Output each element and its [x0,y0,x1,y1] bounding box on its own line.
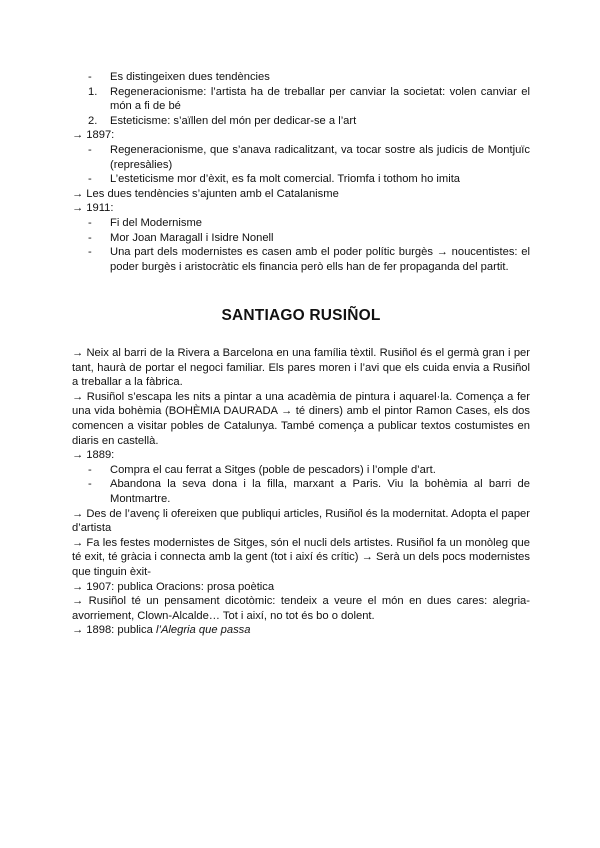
list-item [72,231,530,246]
list-item [72,245,530,274]
paragraph-1898-prefix: → 1898: publica [72,624,156,637]
paragraph-1898 [72,623,530,638]
year-1889-heading: → 1889: [72,449,115,462]
list-item [72,477,530,506]
bullet-dash: - [88,463,92,476]
list-number: 1. [88,85,98,98]
book-title: l’Alegria que passa [155,624,251,637]
tendency-regeneracionisme: Regeneracionisme: l’artista ha de treballar per canviar la societat: volen canviar el món a fi de bé [110,85,530,113]
bullet-dash: - [88,173,92,186]
section-title: SANTIAGO RUSIÑOL [221,307,381,324]
bullet-dash: - [88,478,92,491]
item-1897-esteticisme: L’esteticisme mor d’èxit, es fa molt comercial. Triomfa i tothom ho imita [110,173,461,186]
rusinol-section [72,346,530,638]
list-item [72,114,530,129]
item-1911-noucentistes: Una part dels modernistes es casen amb el poder polític burgès → noucentistes: el poder burgès i aristocràtic els financia però ells han de fer propaganda del partit. [110,246,530,273]
paragraph-1907: → 1907: publica Oracions: prosa poètica [72,580,275,593]
list-item [72,143,530,172]
bullet-dash: - [88,216,92,229]
paragraph-dicotomic: → Rusiñol té un pensament dicotòmic: tendeix a veure el món en dues cares: alegria-avorriement, Clown-Alcalde… Tot i així, no tot és bo o dolent. [72,595,530,622]
title-wrapper [72,306,530,326]
bullet-dash: - [88,143,92,156]
list-item [72,70,530,85]
item-1897-regeneracionisme: Regeneracionisme, que s’anava radicalitzant, va tocar sostre als judicis de Montjuïc (represàlies) [110,143,530,171]
paragraph-avenc: → Des de l’avenç li ofereixen que publiqui articles, Rusiñol és la modernitat. Adopta el paper d’artista [72,507,530,535]
paragraph-festes: → Fa les festes modernistes de Sitges, són el nucli dels artistes. Rusiñol fa un monòleg que té exit, té gràcia i connecta amb la gent (tot i així és crític) → Serà un dels pocs modernistes que tinguin èxit- [72,536,530,578]
item-1911-mor: Mor Joan Maragall i Isidre Nonell [110,231,274,244]
year-1897-heading: → 1897: [72,129,115,142]
bullet-dash: - [88,246,92,259]
catalanisme-line: → Les dues tendències s’ajunten amb el Catalanisme [72,187,339,200]
bullet-dash: - [88,231,92,244]
tendency-esteticisme: Esteticisme: s’aïllen del món per dedicar-se a l’art [110,114,357,127]
list-number: 2. [88,114,98,127]
paragraph-bohemia: → Rusiñol s’escapa les nits a pintar a una acadèmia de pintura i aquarel·la. Comença a fer una vida bohèmia (BOHÈMIA DAURADA → té diners) amb el pintor Ramon Cases, els dos comencen a visitar pobles de Catalunya. També comença a publicar textos costumistes en diaris en castellà. [72,390,530,447]
bullet-dash: - [88,71,92,83]
paragraph-neix: → Neix al barri de la Rivera a Barcelona en una família tèxtil. Rusiñol és el germà gran i per tant, haurà de portar el negoci familiar. Els pares moren i l’avi que els cuida envia a Rusiñol a treballar a la fàbrica. [72,347,530,389]
year-1911-heading: → 1911: [72,202,114,215]
item-1889-cau-ferrat: Compra el cau ferrat a Sitges (poble de pescadors) i l’omple d’art. [110,463,436,476]
list-item [72,216,530,231]
list-item [72,463,530,478]
item-1911-fi: Fi del Modernisme [110,216,203,229]
intro-text: Es distingeixen dues tendències [110,71,270,83]
item-1889-paris: Abandona la seva dona i la filla, marxant a Paris. Viu la bohèmia al barri de Montmartre. [110,478,530,505]
modernisme-section [72,70,530,274]
list-item [72,85,530,114]
list-item [72,172,530,187]
